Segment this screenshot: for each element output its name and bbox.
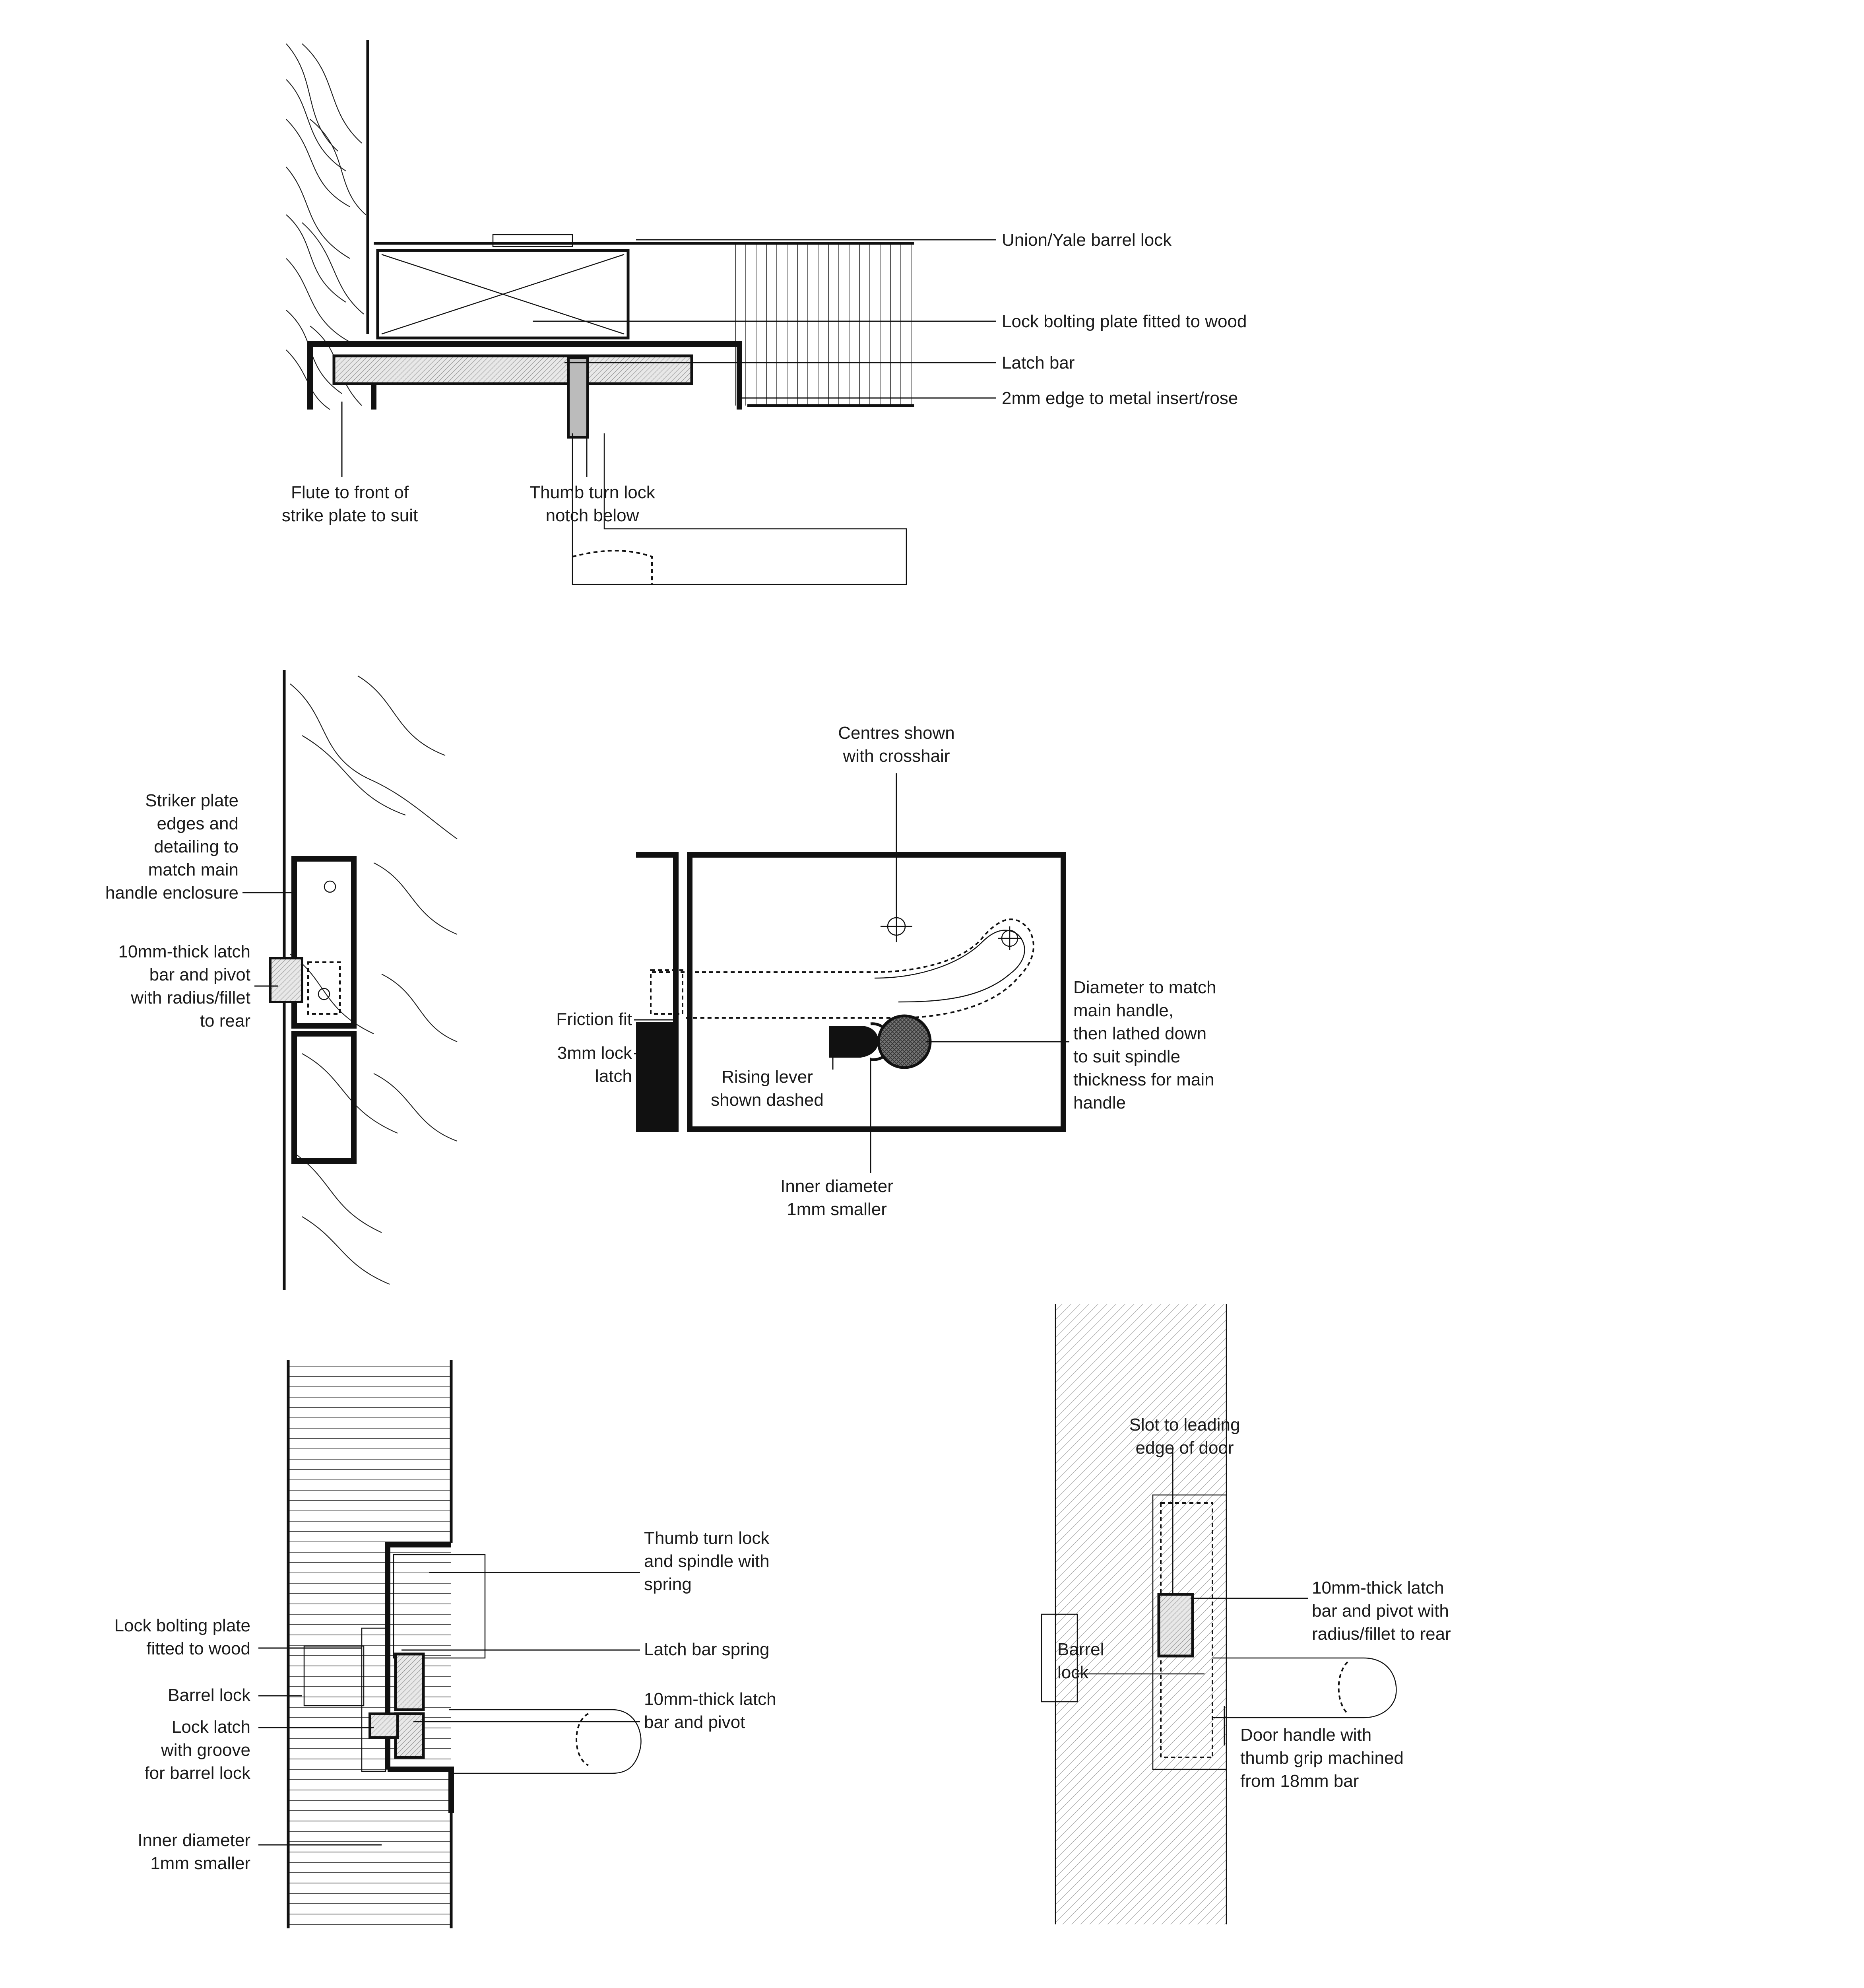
latch-bar-spring-block xyxy=(396,1654,423,1710)
label-door-handle-thumb-grip: Door handle with thumb grip machined from 18mm bar xyxy=(1240,1725,1404,1791)
label-thumb-turn-spring: Thumb turn lock and spindle with spring xyxy=(644,1528,770,1594)
label-inner-diameter: Inner diameter 1mm smaller xyxy=(780,1176,893,1219)
label-latch-pivot-fillet: 10mm-thick latch bar and pivot with radius/fillet to rear xyxy=(1312,1578,1451,1644)
wood-grain-frame xyxy=(286,40,368,410)
label-2mm-edge: 2mm edge to metal insert/rose xyxy=(1002,388,1238,408)
label-union-yale-barrel-lock: Union/Yale barrel lock xyxy=(1002,230,1172,250)
label-diameter-match: Diameter to match main handle, then lathed down to suit spindle thickness for main handle xyxy=(1073,978,1216,1112)
label-barrel-lock-edge: Barrel lock xyxy=(1057,1640,1104,1682)
striker-plate-drawing xyxy=(242,670,457,1290)
label-bolting-plate-plan: Lock bolting plate fitted to wood xyxy=(114,1616,250,1658)
label-centres-crosshair: Centres shown with crosshair xyxy=(838,723,955,766)
door-edge-hatched xyxy=(1055,1304,1226,1924)
label-latch-bar-pivot: 10mm-thick latch bar and pivot with radius/fillet to rear xyxy=(118,942,250,1031)
door-leaf-plan xyxy=(288,1360,451,1928)
label-striker-plate: Striker plate edges and detailing to match main handle enclosure xyxy=(105,791,239,903)
spindle-disc xyxy=(879,1016,930,1068)
label-rising-lever-dashed: Rising lever shown dashed xyxy=(711,1067,824,1110)
label-inner-diameter-plan: Inner diameter 1mm smaller xyxy=(138,1831,250,1873)
label-barrel-lock-plan: Barrel lock xyxy=(168,1685,250,1705)
door-handle-plan xyxy=(449,1710,641,1773)
lock-latch-3mm xyxy=(636,1022,674,1127)
label-flute-front-strike: Flute to front of strike plate to suit xyxy=(281,483,418,525)
latch-bar-pivot-edge xyxy=(1159,1594,1193,1656)
label-3mm-lock-latch: 3mm lock latch xyxy=(557,1043,632,1086)
label-slot-leading-edge: Slot to leading edge of door xyxy=(1129,1415,1240,1458)
label-lock-bolting-plate: Lock bolting plate fitted to wood xyxy=(1002,312,1247,331)
door-leaf xyxy=(727,245,914,406)
rising-lever-drawing xyxy=(634,773,1069,1173)
latch-bar-and-pivot xyxy=(270,958,302,1002)
latch-bar xyxy=(334,356,692,384)
label-thumb-turn-notch: Thumb turn lock notch below xyxy=(530,483,655,525)
label-friction-fit: Friction fit xyxy=(556,1010,632,1029)
label-latch-bar-spring: Latch bar spring xyxy=(644,1640,770,1659)
rising-lever xyxy=(829,1026,879,1058)
label-latch-bar-pivot-plan: 10mm-thick latch bar and pivot xyxy=(644,1689,776,1732)
label-latch-bar: Latch bar xyxy=(1002,353,1075,373)
plan-thumb-turn-drawing xyxy=(258,1360,641,1928)
label-lock-latch-groove: Lock latch with groove for barrel lock xyxy=(144,1717,250,1783)
door-handle-edge xyxy=(1212,1658,1396,1718)
